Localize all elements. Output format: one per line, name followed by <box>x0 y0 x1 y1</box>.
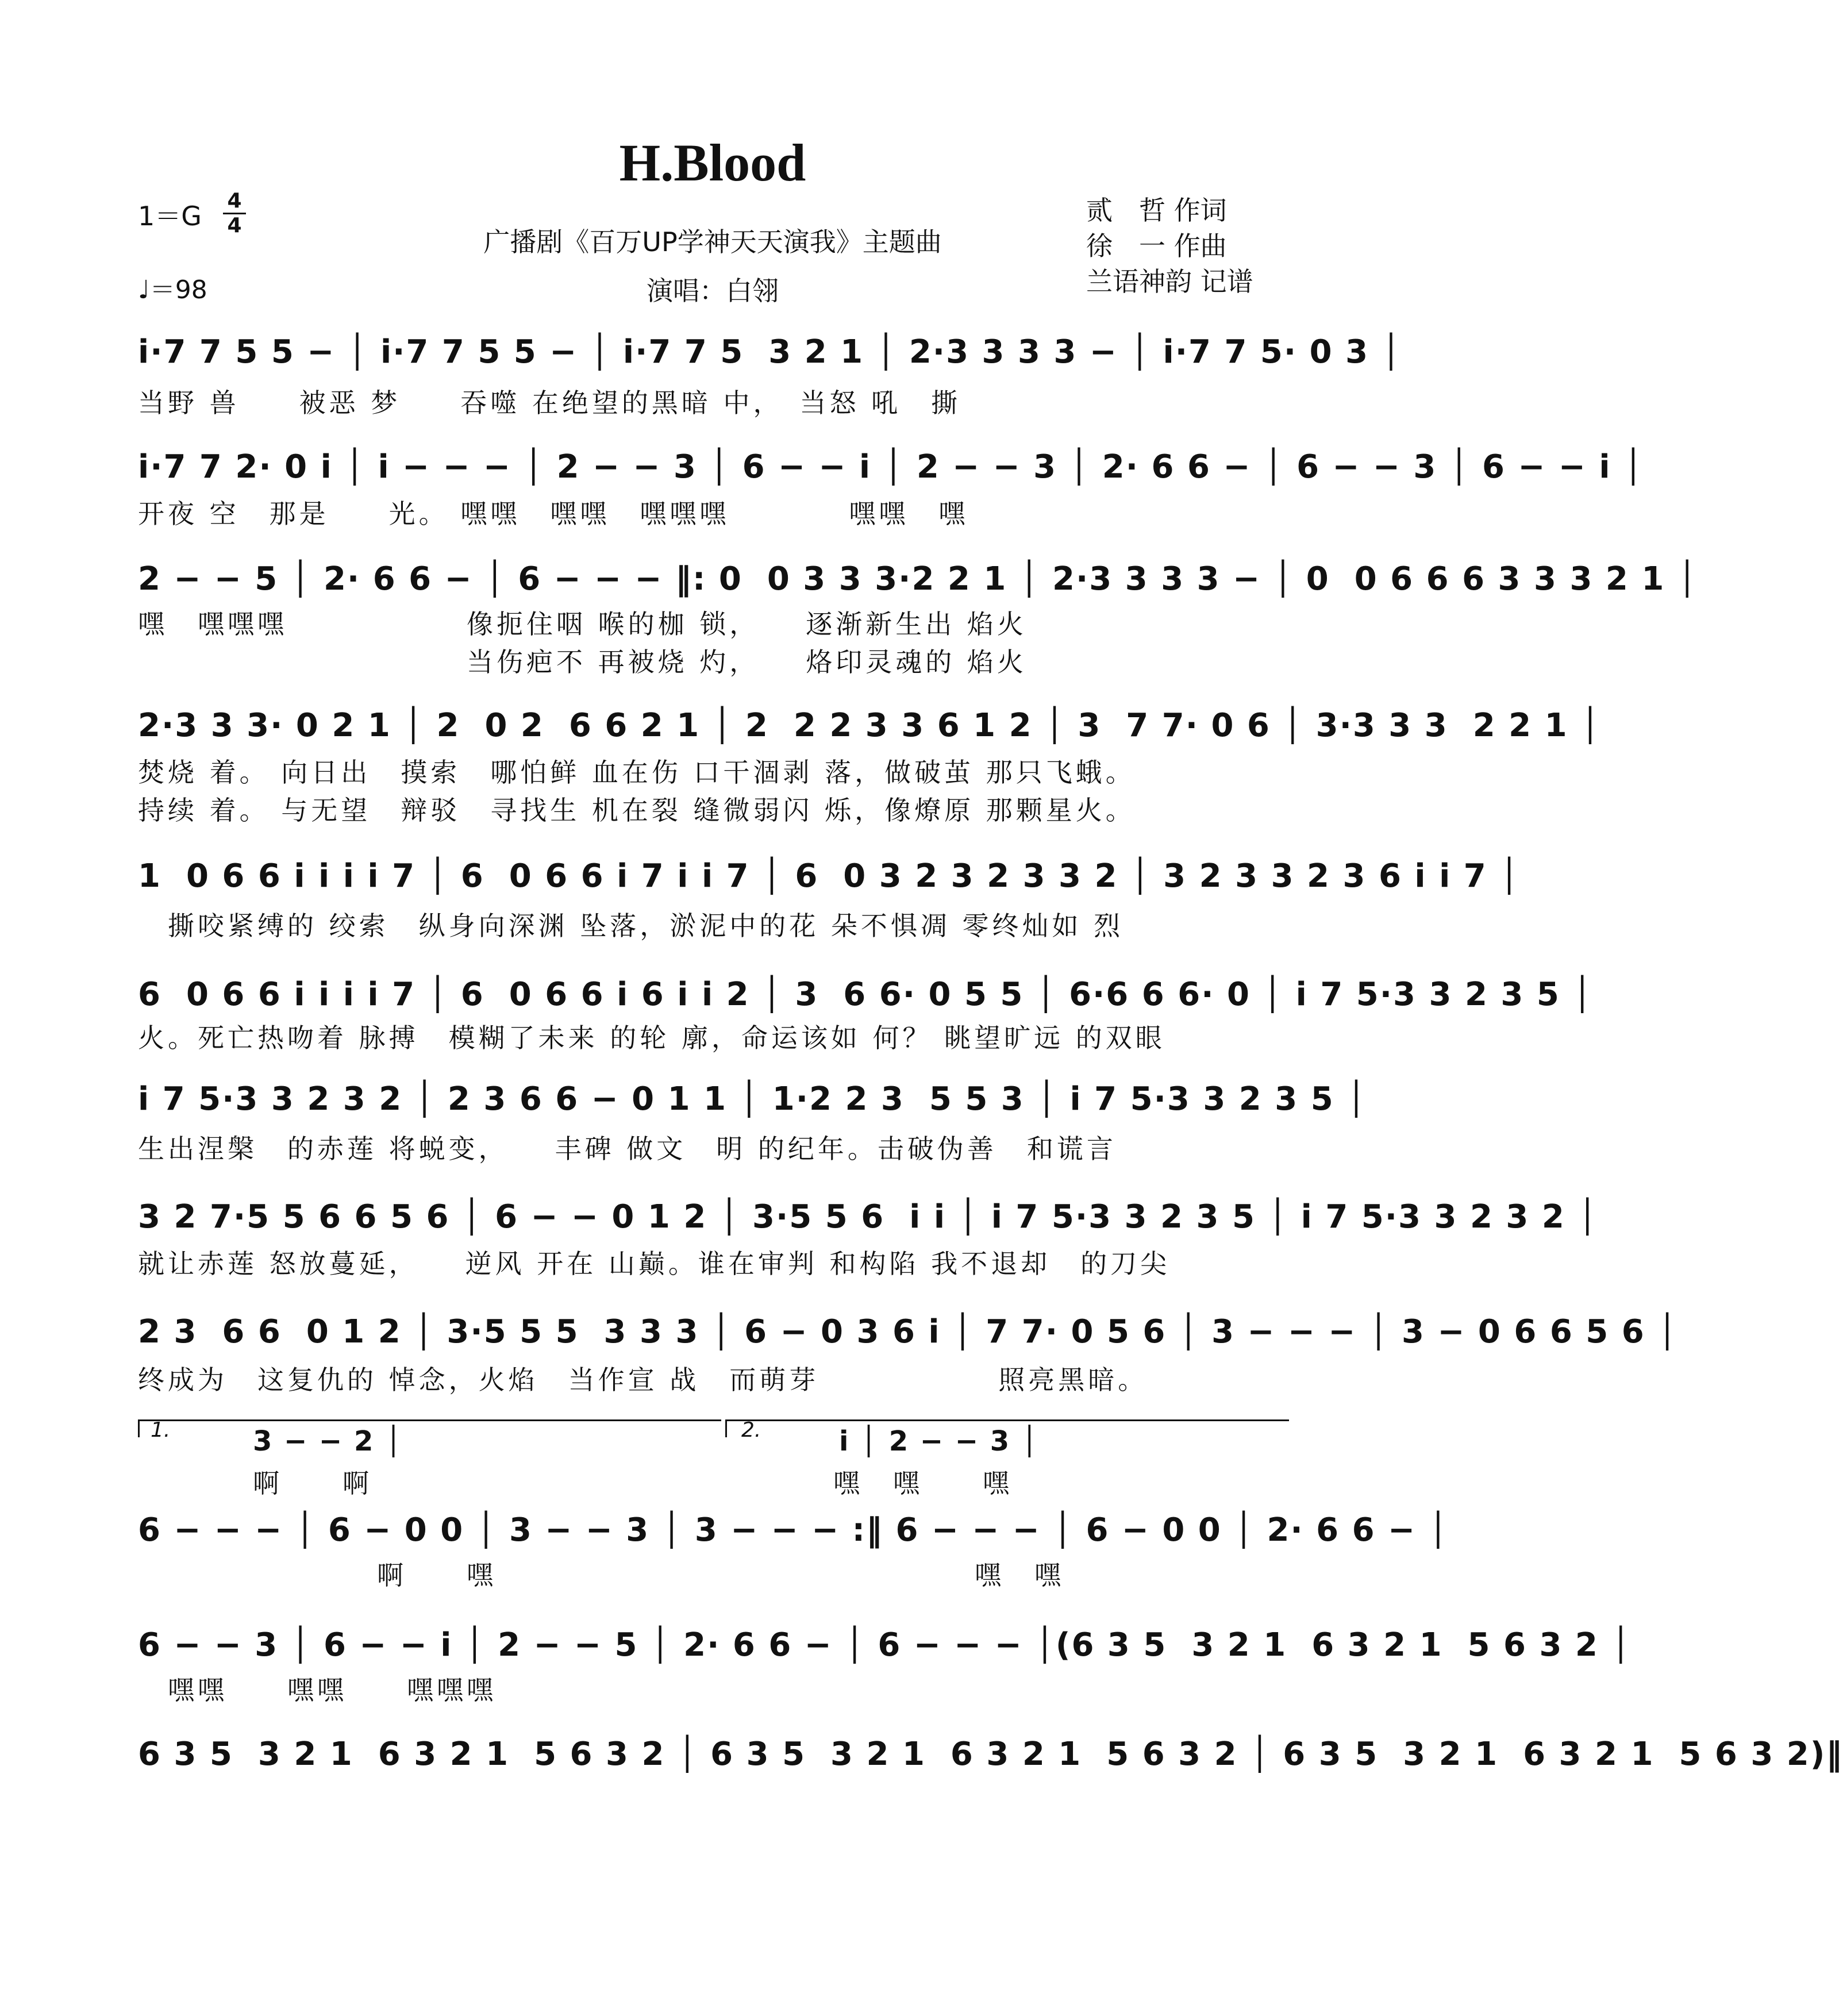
notation-system-5: 1 0 6 6 i i i i 7 │ 6 0 6 6 i 7 i i 7 │ 6 0 3 2 3 2 3 3 2 │ 3 2 3 3 2 3 6 i i 7 │ <box>138 857 1520 895</box>
volta-lyrics: 啊 啊 <box>253 1468 372 1499</box>
lyrics-line: 嘿嘿 嘿嘿 嘿嘿嘿 <box>138 1675 497 1706</box>
lyrics-line: 就让赤莲 怒放蔓延， 逆风 开在 山巅。谁在审判 和构陷 我不退却 的刀尖 <box>138 1248 1171 1279</box>
volta-notes: 3 − − 2 │ <box>253 1425 403 1457</box>
notation-system-1: i·7 7 5 5 − │ i·7 7 5 5 − │ i·7 7 5 3 2 1 │ 2·3 3 3 3 − │ i·7 7 5· 0 3 │ <box>138 333 1402 371</box>
lyrics-line: 啊 嘿 嘿 嘿 <box>138 1560 1064 1591</box>
lyrics-line: 焚烧 着。 向日出 摸索 哪怕鲜 血在伤 口干涸剥 落，做破茧 那只飞蛾。 <box>138 757 1136 788</box>
credit-composer: 徐 一 作曲 <box>1086 230 1227 261</box>
lyrics-line: 生出涅槃 的赤莲 将蜕变， 丰碑 做文 明 的纪年。击破伪善 和谎言 <box>138 1133 1117 1164</box>
lyrics-line: 开夜 空 那是 光。 嘿嘿 嘿嘿 嘿嘿嘿 嘿嘿 嘿 <box>138 498 969 529</box>
credit-lyricist: 贰 哲 作词 <box>1086 195 1227 226</box>
notation-system-2: i·7 7 2· 0 i │ i − − − │ 2 − − 3 │ 6 − − i │ 2 − − 3 │ 2· 6 6 − │ 6 − − 3 │ 6 − − i │ <box>138 448 1644 486</box>
notation-system-12: 6 3 5 3 2 1 6 3 2 1 5 6 3 2 │ 6 3 5 3 2 1 6 3 2 1 5 6 3 2 │ 6 3 5 3 2 1 6 3 2 1 5 6 3 2)‖ <box>138 1736 1843 1773</box>
tempo-marking: ♩＝98 <box>138 275 207 305</box>
notation-system-7: i 7 5·3 3 2 3 2 │ 2 3 6 6 − 0 1 1 │ 1·2 2 3 5 5 3 │ i 7 5·3 3 2 3 5 │ <box>138 1080 1367 1118</box>
notation-system-10: 6 − − − │ 6 − 0 0 │ 3 − − 3 │ 3 − − − :‖ 6 − − − │ 6 − 0 0 │ 2· 6 6 − │ <box>138 1511 1449 1549</box>
lyrics-line: 嘿 嘿嘿嘿 像扼住咽 喉的枷 锁， 逐渐新生出 焰火 <box>138 609 1027 640</box>
notation-system-6: 6 0 6 6 i i i i 7 │ 6 0 6 6 i 6 i i 2 │ 3 6 6· 0 5 5 │ 6·6 6 6· 0 │ i 7 5·3 3 2 3 5 │ <box>138 976 1594 1013</box>
lyrics-line: 火。死亡热吻着 脉搏 模糊了未来 的轮 廓，命运该如 何？ 眺望旷远 的双眼 <box>138 1022 1165 1053</box>
notation-system-8: 3 2 7·5 5 6 6 5 6 │ 6 − − 0 1 2 │ 3·5 5 6 i i │ i 7 5·3 3 2 3 5 │ i 7 5·3 3 2 3 2 │ <box>138 1198 1599 1236</box>
credit-transcriber: 兰语神韵 记谱 <box>1086 266 1253 297</box>
lyrics-line: 当伤疤不 再被烧 灼， 烙印灵魂的 焰火 <box>138 647 1027 678</box>
notation-system-3: 2 − − 5 │ 2· 6 6 − │ 6 − − − ‖: 0 0 3 3 3·2 2 1 │ 2·3 3 3 3 − │ 0 0 6 6 6 3 3 3 2 1 │ <box>138 560 1698 598</box>
lyrics-line: 当野 兽 被恶 梦 吞噬 在绝望的黑暗 中， 当怒 吼 撕 <box>138 387 961 418</box>
song-title: H.Blood <box>619 133 806 192</box>
key-signature: 1＝G <box>138 201 202 232</box>
notation-system-11: 6 − − 3 │ 6 − − i │ 2 − − 5 │ 2· 6 6 − │ 6 − − − │(6 3 5 3 2 1 6 3 2 1 5 6 3 2 │ <box>138 1626 1632 1664</box>
volta-label: 1. <box>151 1418 171 1442</box>
volta-notes: i │ 2 − − 3 │ <box>839 1425 1039 1457</box>
notation-system-4: 2·3 3 3· 0 2 1 │ 2 0 2 6 6 2 1 │ 2 2 2 3 3 6 1 2 │ 3 7 7· 0 6 │ 3·3 3 3 2 2 1 │ <box>138 707 1601 744</box>
subtitle: 广播剧《百万UP学神天天演我》主题曲 <box>483 226 942 257</box>
volta-bracket-1 <box>138 1419 721 1437</box>
volta-label: 2. <box>741 1418 761 1442</box>
time-signature: $\frac{4}{4}$ <box>223 190 246 237</box>
lyrics-line: 终成为 这复仇的 悼念，火焰 当作宣 战 而萌芽 照亮黑暗。 <box>138 1364 1148 1395</box>
lyrics-line: 持续 着。 与无望 辩驳 寻找生 机在裂 缝微弱闪 烁，像燎原 那颗星火。 <box>138 795 1136 826</box>
lyrics-line: 撕咬紧缚的 绞索 纵身向深渊 坠落，淤泥中的花 朵不惧凋 零终灿如 烈 <box>138 910 1124 941</box>
volta-lyrics: 嘿 嘿 嘿 <box>833 1468 1013 1499</box>
notation-system-9: 2 3 6 6 0 1 2 │ 3·5 5 5 3 3 3 │ 6 − 0 3 6 i │ 7 7· 0 5 6 │ 3 − − − │ 3 − 0 6 6 5 6 │ <box>138 1313 1678 1351</box>
singer-line: 演唱：白翎 <box>647 275 779 306</box>
